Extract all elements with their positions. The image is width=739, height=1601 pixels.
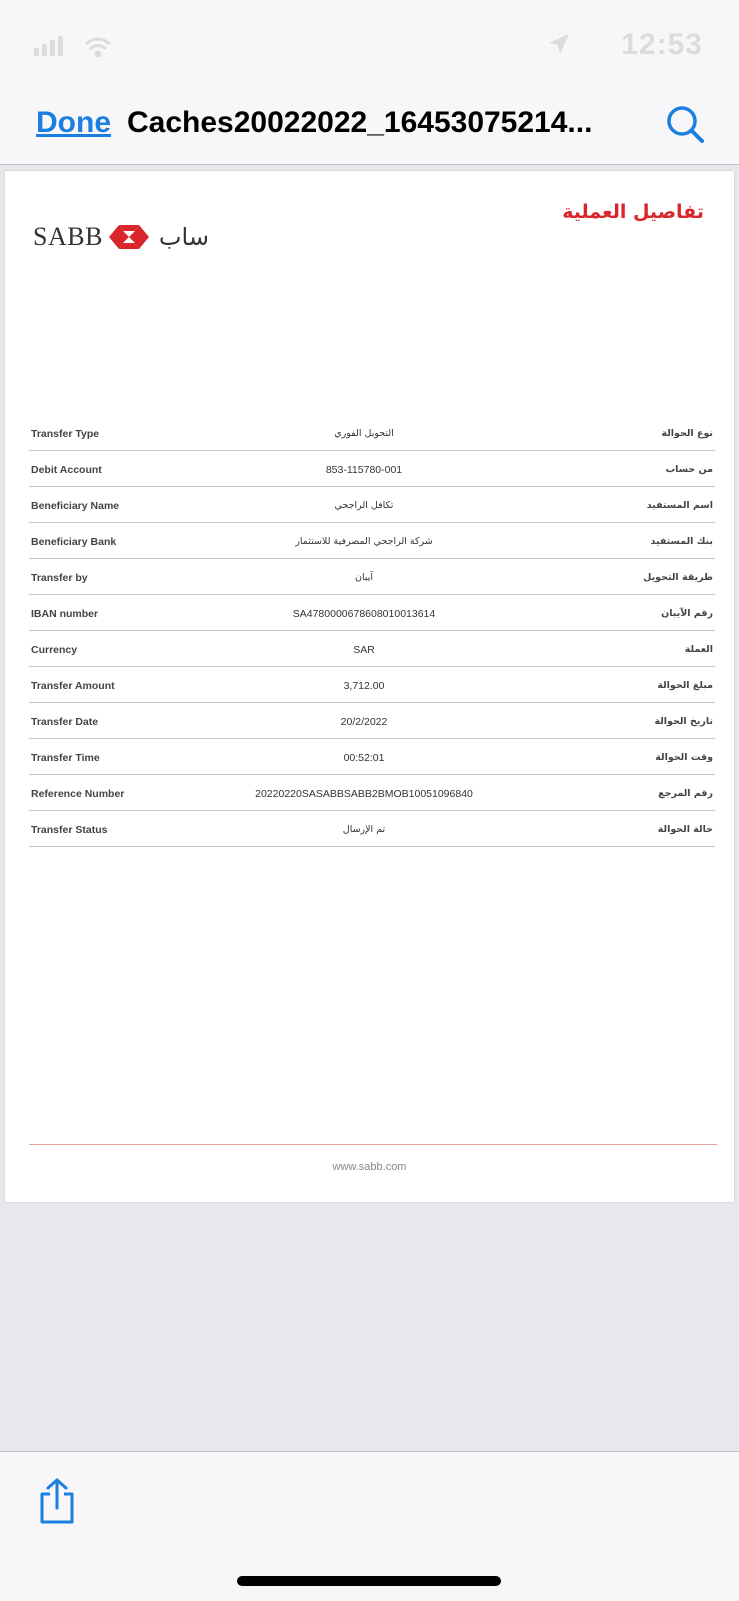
row-label-en: Beneficiary Name [31, 500, 120, 512]
row-value: آيبان [354, 572, 374, 583]
nav-bar [0, 88, 739, 165]
transfer-details-table [29, 415, 715, 847]
row-label-en: Beneficiary Bank [31, 536, 117, 548]
wifi-icon [86, 39, 110, 56]
table-row [29, 631, 715, 667]
row-value: 3,712.00 [343, 680, 385, 692]
row-label-en: IBAN number [31, 608, 99, 620]
logo-arabic-text: ساب [158, 223, 209, 251]
row-value: 00:52:01 [343, 752, 385, 764]
row-label-ar: تاريخ الحوالة [654, 716, 713, 727]
row-label-en: Transfer Type [31, 428, 100, 440]
table-row [29, 667, 715, 703]
sabb-logo [33, 221, 209, 253]
document-title: Caches20022022_16453075214... [127, 106, 593, 139]
row-label-en: Transfer Amount [31, 680, 115, 692]
table-row [29, 487, 715, 523]
done-button[interactable]: Done [36, 106, 111, 139]
footer-divider [29, 1144, 717, 1145]
status-icons-left [34, 34, 164, 63]
row-value: 20220220SASABBSABB2BMOB10051096840 [255, 788, 473, 800]
row-label-ar: العملة [684, 644, 713, 655]
table-row [29, 739, 715, 775]
row-label-ar: نوع الحوالة [661, 428, 713, 439]
search-icon[interactable] [665, 104, 705, 149]
row-label-ar: اسم المستفيد [646, 500, 713, 511]
row-value: SA4780000678608010013614 [292, 608, 436, 620]
footer-url: www.sabb.com [332, 1161, 407, 1173]
document-page [5, 171, 734, 1202]
logo-latin-text: SABB [33, 222, 103, 251]
row-label-ar: من حساب [665, 464, 713, 475]
signal-icon [34, 36, 63, 56]
hexagon-logo-icon [109, 225, 149, 249]
table-row [29, 811, 715, 847]
row-label-en: Transfer by [31, 572, 88, 584]
row-label-en: Currency [31, 644, 78, 656]
page-heading: تفاصيل العملية [562, 201, 704, 223]
row-label-ar: بنك المستفيد [650, 536, 713, 547]
row-label-ar: طريقة التحويل [643, 572, 713, 583]
row-label-en: Transfer Time [31, 752, 100, 764]
share-icon[interactable] [38, 1478, 76, 1529]
row-value: 853-115780-001 [325, 464, 403, 476]
row-label-ar: رقم الآيبان [661, 608, 713, 619]
status-time: 12:53 [621, 28, 703, 61]
table-row [29, 775, 715, 811]
table-row [29, 523, 715, 559]
row-label-ar: مبلغ الحوالة [657, 680, 713, 691]
table-row [29, 595, 715, 631]
row-value: 20/2/2022 [340, 716, 388, 728]
document-viewer[interactable] [0, 165, 739, 1451]
row-label-en: Transfer Status [31, 824, 108, 836]
home-indicator[interactable] [237, 1576, 501, 1586]
table-row [29, 559, 715, 595]
table-row [29, 703, 715, 739]
row-value: التحويل الفوري [334, 428, 394, 439]
row-label-ar: رقم المرجع [658, 788, 713, 799]
row-label-ar: حالة الحوالة [657, 824, 713, 835]
row-value: تكافل الراجحي [334, 500, 394, 511]
table-row [29, 415, 715, 451]
row-label-ar: وقت الحوالة [655, 752, 713, 763]
location-arrow-icon [547, 32, 571, 61]
row-value: SAR [353, 644, 375, 656]
row-value: شركة الراجحي المصرفية للاستثمار [295, 536, 433, 547]
row-value: تم الإرسال [342, 824, 386, 835]
status-bar [0, 0, 739, 88]
row-label-en: Reference Number [31, 788, 125, 800]
table-row [29, 451, 715, 487]
row-label-en: Transfer Date [31, 716, 99, 728]
row-label-en: Debit Account [31, 464, 102, 476]
